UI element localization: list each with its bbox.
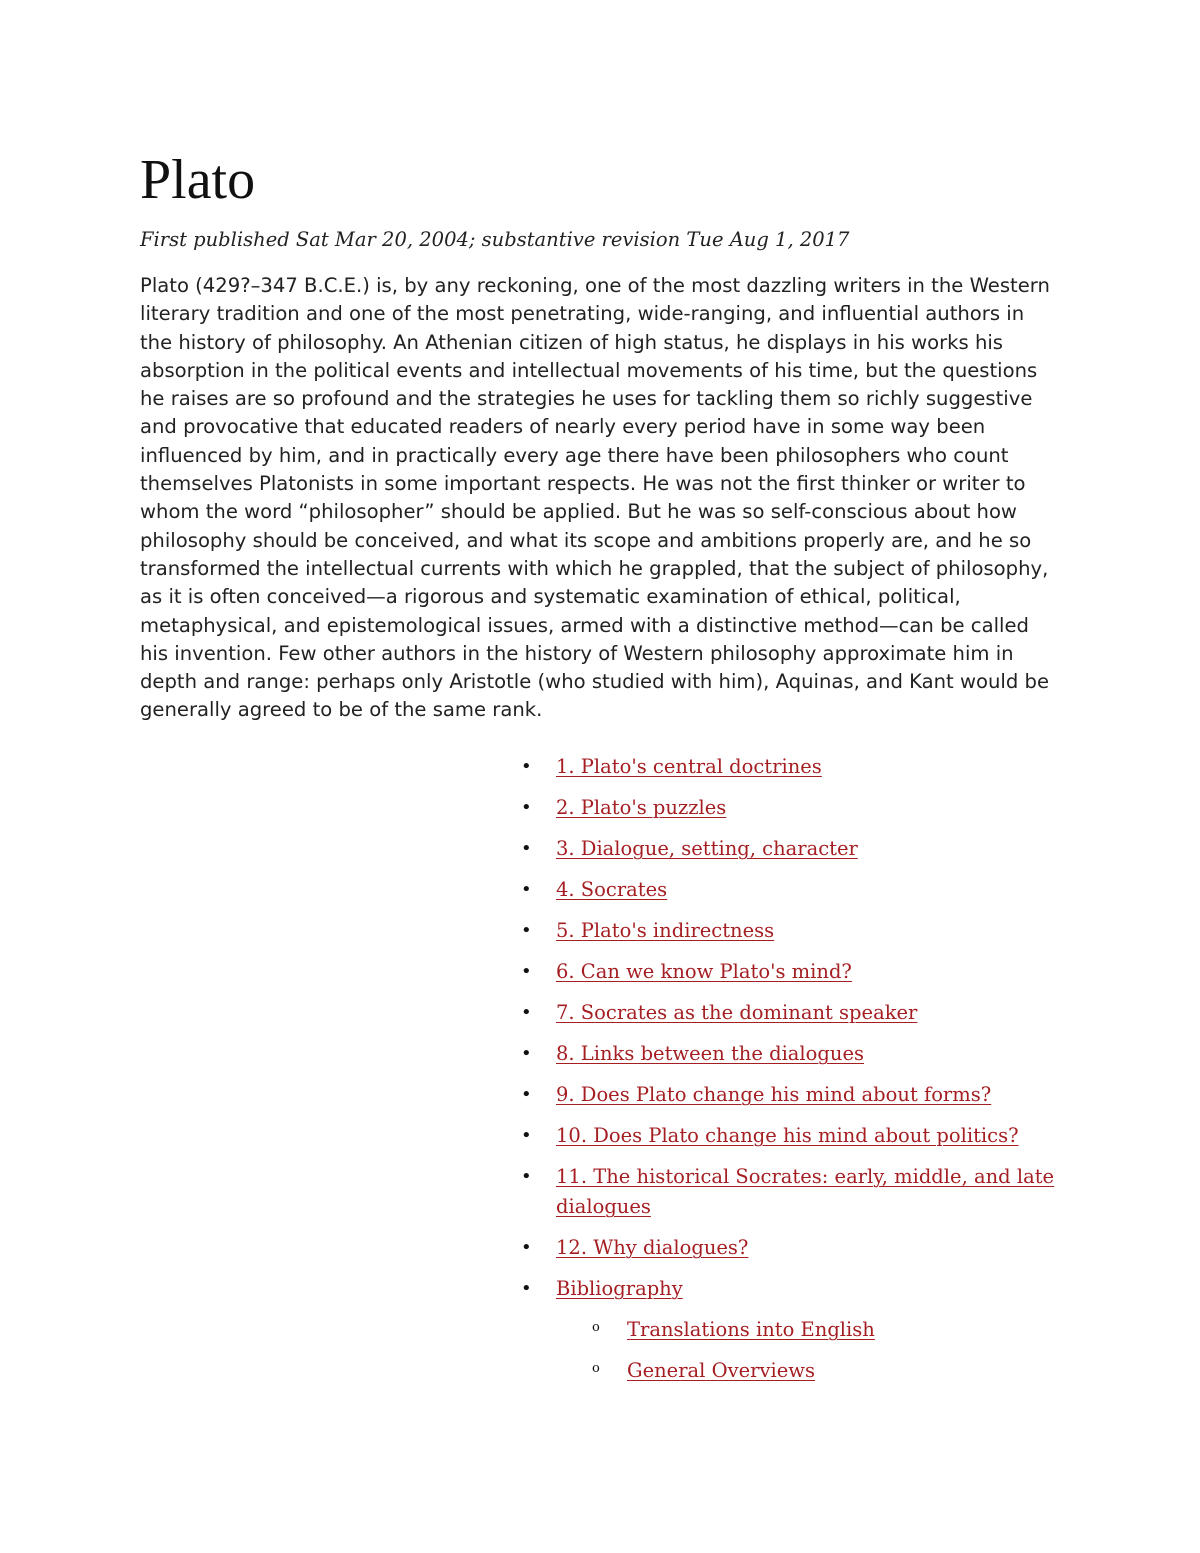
bullet-icon: • (521, 1237, 532, 1258)
toc-link-translations[interactable]: Translations into English (627, 1318, 875, 1341)
toc-link-indirectness[interactable]: 5. Plato's indirectness (556, 919, 775, 942)
bullet-icon: • (521, 1002, 532, 1023)
table-of-contents (520, 752, 1080, 1397)
bullet-icon: • (521, 1166, 532, 1187)
toc-item (520, 916, 1080, 946)
toc-item (520, 1080, 1080, 1110)
toc-link-bibliography[interactable]: Bibliography (556, 1277, 683, 1300)
bullet-icon: • (521, 838, 532, 859)
toc-link-change-mind-politics[interactable]: 10. Does Plato change his mind about politics? (556, 1124, 1019, 1147)
circle-bullet-icon: o (592, 1320, 600, 1335)
toc-item (520, 875, 1080, 905)
toc-subitem (556, 1356, 1080, 1386)
bullet-icon: • (521, 961, 532, 982)
toc-link-central-doctrines[interactable]: 1. Plato's central doctrines (556, 755, 822, 778)
toc-link-dialogue-setting-character[interactable]: 3. Dialogue, setting, character (556, 837, 858, 860)
toc-link-dominant-speaker[interactable]: 7. Socrates as the dominant speaker (556, 1001, 918, 1024)
toc-item (520, 1233, 1080, 1263)
toc-link-links-between-dialogues[interactable]: 8. Links between the dialogues (556, 1042, 865, 1065)
toc-item (520, 752, 1080, 782)
toc-item (520, 1039, 1080, 1069)
toc-link-general-overviews[interactable]: General Overviews (627, 1359, 815, 1382)
toc-link-historical-socrates[interactable]: 11. The historical Socrates: early, middle, and late dialogues (556, 1165, 1055, 1218)
toc-item (520, 1121, 1080, 1151)
toc-link-socrates[interactable]: 4. Socrates (556, 878, 668, 901)
bullet-icon: • (521, 1278, 532, 1299)
toc-item (520, 1274, 1080, 1386)
toc-link-know-platos-mind[interactable]: 6. Can we know Plato's mind? (556, 960, 852, 983)
bullet-icon: • (521, 1043, 532, 1064)
bullet-icon: • (521, 1084, 532, 1105)
toc-item (520, 957, 1080, 987)
publication-info: First published Sat Mar 20, 2004; substantive revision Tue Aug 1, 2017 (140, 228, 850, 251)
bullet-icon: • (521, 756, 532, 777)
circle-bullet-icon: o (592, 1361, 600, 1376)
bullet-icon: • (521, 879, 532, 900)
bibliography-sublist (556, 1315, 1080, 1386)
toc-item (520, 1162, 1080, 1222)
toc-item (520, 793, 1080, 823)
toc-link-change-mind-forms[interactable]: 9. Does Plato change his mind about forms? (556, 1083, 992, 1106)
bullet-icon: • (521, 797, 532, 818)
page-title: Plato (140, 149, 256, 211)
toc-item (520, 834, 1080, 864)
toc-subitem (556, 1315, 1080, 1345)
preamble-paragraph: Plato (429?–347 B.C.E.) is, by any reckoning, one of the most dazzling writers in the Western literary tradition and one of the most penetrating, wide-ranging, and influential authors in the history of philosophy. An Athenian citizen of high status, he displays in his works his absorption in the political events and intellectual movements of his time, but the questions he raises are so profound and the strategies he uses for tackling them so richly suggestive and provocative that educated readers of nearly every period have in some way been influenced by him, and in practically every age there have been philosophers who count themselves Platonists in some important respects. He was not the first thinker or writer to whom the word “philosopher” should be applied. But he was so self-conscious about how philosophy should be conceived, and what its scope and ambitions properly are, and he so transformed the intellectual currents with which he grappled, that the subject of philosophy, as it is often conceived—a rigorous and systematic examination of ethical, political, metaphysical, and epistemological issues, armed with a distinctive method—can be called his invention. Few other authors in the history of Western philosophy approximate him in depth and range: perhaps only Aristotle (who studied with him), Aquinas, and Kant would be generally agreed to be of the same rank. (140, 274, 1050, 722)
bullet-icon: • (521, 920, 532, 941)
toc-item (520, 998, 1080, 1028)
toc-link-puzzles[interactable]: 2. Plato's puzzles (556, 796, 727, 819)
toc-link-why-dialogues[interactable]: 12. Why dialogues? (556, 1236, 749, 1259)
bullet-icon: • (521, 1125, 532, 1146)
